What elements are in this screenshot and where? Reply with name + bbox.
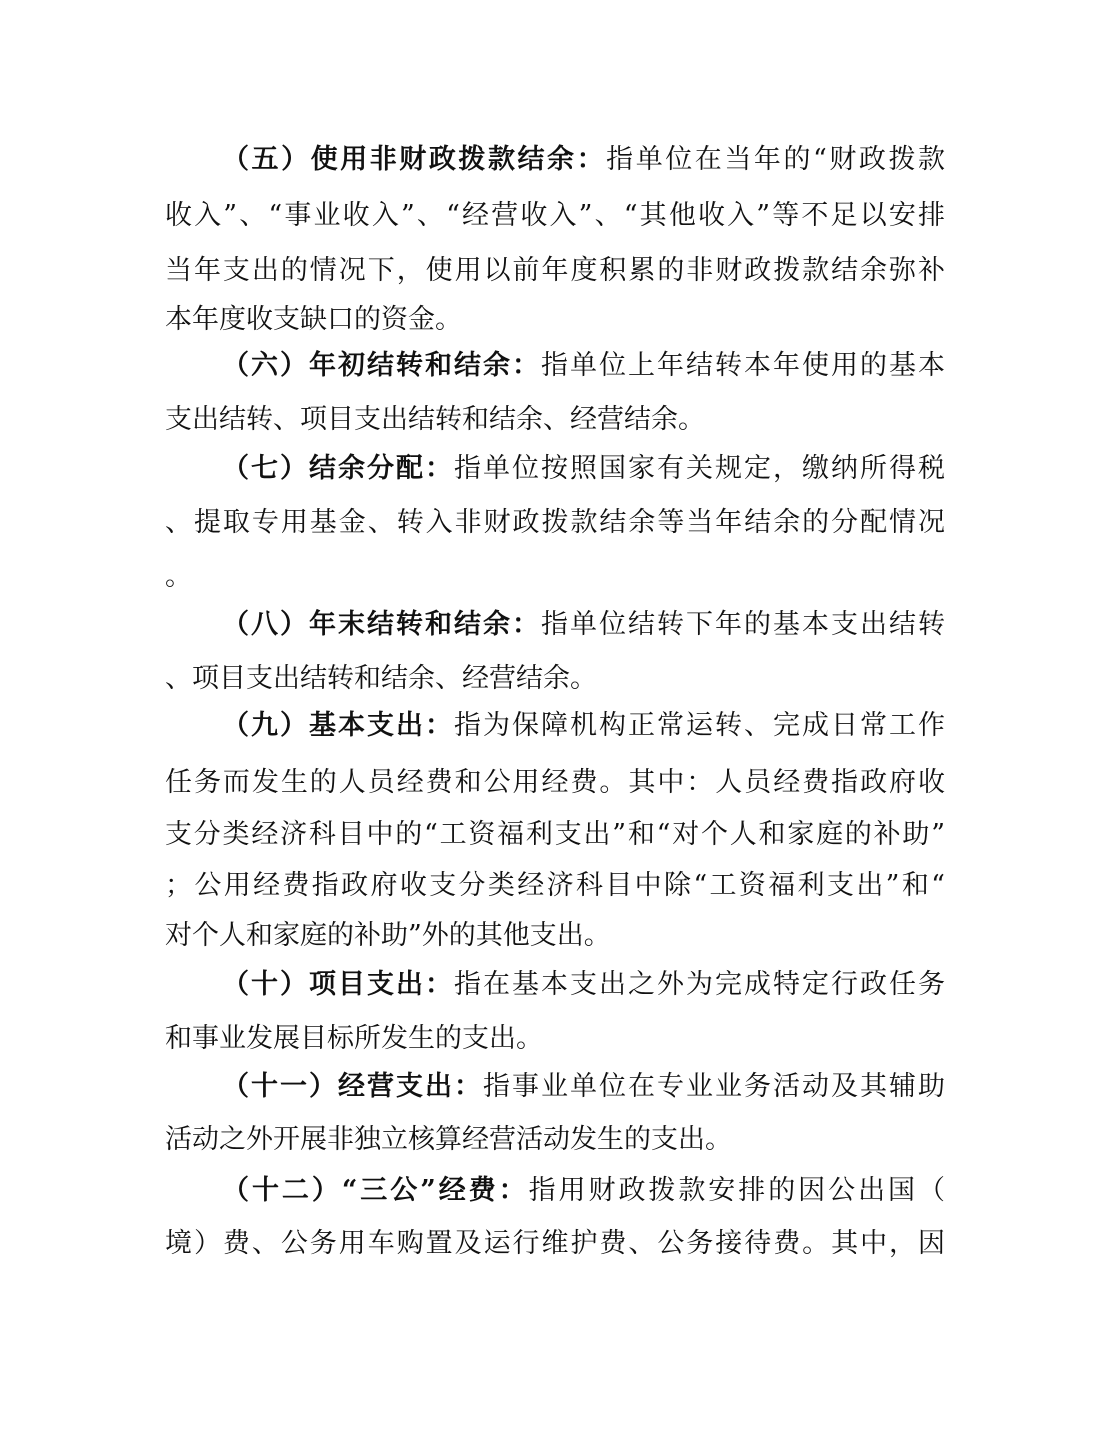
section-7-line-3: 。	[165, 561, 192, 592]
section-9-line-4: ；公用经费指政府收支分类经济科目中除“工资福利支出”和“	[165, 870, 945, 901]
section-12-line-2: 境）费、公务用车购置及运行维护费、公务接待费。其中，因	[165, 1228, 945, 1259]
section-8-term: （八）年末结转和结余：	[222, 609, 541, 640]
section-9-line-1: （九）基本支出：指为保障机构正常运转、完成日常工作	[222, 710, 945, 741]
section-12-term: （十二）“三公”经费：	[222, 1175, 529, 1206]
section-5-line-3: 当年支出的情况下，使用以前年度积累的非财政拨款结余弥补	[165, 255, 945, 286]
section-11-line-2: 活动之外开展非独立核算经营活动发生的支出。	[165, 1124, 732, 1155]
section-6-term: （六）年初结转和结余：	[222, 350, 541, 381]
section-7-line-2: 、提取专用基金、转入非财政拨款结余等当年结余的分配情况	[165, 507, 945, 538]
section-5-line-2: 收入”、“事业收入”、“经营收入”、“其他收入”等不足以安排	[165, 200, 945, 231]
section-7-line-1: （七）结余分配：指单位按照国家有关规定，缴纳所得税	[222, 453, 945, 484]
section-8-line-2: 、项目支出结转和结余、经营结余。	[165, 663, 597, 694]
section-12-line-1: （十二）“三公”经费：指用财政拨款安排的因公出国（	[222, 1175, 946, 1206]
section-11-line-1: （十一）经营支出：指事业单位在专业业务活动及其辅助	[222, 1071, 945, 1102]
section-10-line-1: （十）项目支出：指在基本支出之外为完成特定行政任务	[222, 969, 945, 1000]
section-10-line-2: 和事业发展目标所发生的支出。	[165, 1023, 543, 1054]
section-6-line-2: 支出结转、项目支出结转和结余、经营结余。	[165, 404, 705, 435]
section-9-term: （九）基本支出：	[222, 710, 454, 741]
section-7-term: （七）结余分配：	[222, 453, 454, 484]
section-10-term: （十）项目支出：	[222, 969, 454, 1000]
section-9-line-3: 支分类经济科目中的“工资福利支出”和“对个人和家庭的补助”	[165, 819, 945, 850]
section-9-line-5: 对个人和家庭的补助”外的其他支出。	[165, 920, 611, 951]
section-5-term: （五）使用非财政拨款结余：	[222, 144, 607, 175]
section-5-line-4: 本年度收支缺口的资金。	[165, 304, 462, 335]
section-9-line-2: 任务而发生的人员经费和公用经费。其中：人员经费指政府收	[165, 767, 945, 798]
section-5-line-1: （五）使用非财政拨款结余：指单位在当年的“财政拨款	[222, 144, 946, 175]
section-11-term: （十一）经营支出：	[222, 1071, 483, 1102]
section-8-line-1: （八）年末结转和结余：指单位结转下年的基本支出结转	[222, 609, 945, 640]
section-6-line-1: （六）年初结转和结余：指单位上年结转本年使用的基本	[222, 350, 945, 381]
